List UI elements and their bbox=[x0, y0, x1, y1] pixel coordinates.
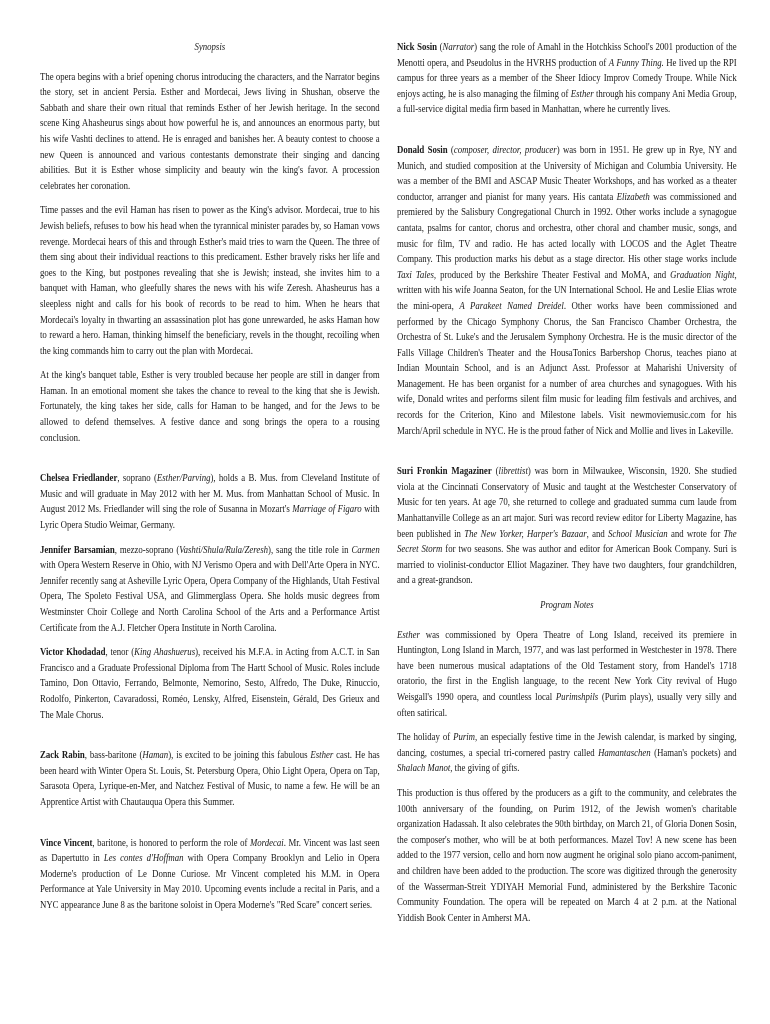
bio-nick-sosin: Nick Sosin (Narrator) sang the role of Amahl in the Hotchkiss School's 2001 production of the Menotti opera, and Pseudolus in the HVRHS production of A Funny Thing. He lived up the RPI campus for three years as a member of the Sheer Idiocy Improv Comedy Troupe. While Nick enjoys acting, he is also managing the filming of Esther through his company Ani Media Group, a full-service digital media firm based in Manhattan, where he currently lives. bbox=[397, 42, 737, 116]
bio-name: Chelsea Friedlander bbox=[40, 473, 118, 485]
synopsis-paragraph-2: Time passes and the evil Haman has risen to power as the King's advisor. Mordecai, true to his Jewish beliefs, refuses to bow his head when the tyrannical minister parades by, so Haman vows revenge. Mordecai hears of this and through Esther's maid tries to warn the Queen. The three of them sing about their individual reactions to this predicament. Esther bravely risks her life and goes to the King, but postpones revealing that she is Jewish; instead, she invites him to a banquet with Haman, who gleefully shares the news with his wife Zeresh. Ahasheurus has a sleepless night and calls for his book of records to be read to him. When he hears that Mordecai's loyalty in thwarting an assassination plot has gone unrewarded, he asks Haman how to reward a hero. Haman, thinking himself the beneficiary, revels in the thought, recoiling when the king commands him to carry out the plan with Mordecai. bbox=[40, 205, 380, 357]
program-notes-paragraph-1: Esther was commissioned by Opera Theatre of Long Island, received its premiere in Huntington, Long Island in March, 1977, and was last performed in Westchester in 1978. There have been numerous musical adaptations of the Old Testament story, from Handel's 1718 oratorio, the first in the English language, to the recent New York City revival of Hugo Weisgall's 1990 opera, and countless local Purimshpils (Purim plays), usually very silly and often satirical. bbox=[397, 629, 737, 719]
bio-name: Donald Sosin bbox=[397, 144, 448, 156]
bio-zack-rabin: Zack Rabin, bass-baritone (Haman), is excited to be joining this fabulous Esther cast. He has been heard with Winter Opera St. Louis, St. Petersburg Opera, Ohio Light Opera, Opera on Tap, Sarasota Opera, Lyrique-en-Mer, and Natchez Festival of Music, to name a few. He will be an Apprentice Artist with Chautauqua Opera this Summer. bbox=[40, 750, 380, 808]
program-notes-paragraph-3: This production is thus offered by the producers as a gift to the community, and celebrates the 100th anniversary of the founding, on Purim 1912, of the Jewish women's charitable organization Hadassah. It also celebrates the 90th birthday, on March 21, of Gloria Donen Sosin, the composer's mother, who will be at both performances. Mazel Tov! A new scene has been added to the 1977 version, cello and horn now augment he original solo piano accom-paniment, and children have been added to the production. The score was digitized through the generosity of the Wasserman-Streit YDIYAH Memorial Fund, administered by the Berkshire Taconic Community Foundation. The opera will be repeated on March 4 at 2 p.m. at the National Yiddish Book Center in Amherst MA. bbox=[397, 787, 737, 924]
program-notes-paragraph-2: The holiday of Purim, an especially festive time in the Jewish calendar, is marked by singing, dancing, costumes, a special tri-cornered pastry called Hamantaschen (Haman's pockets) and Shalach Manot, the giving of gifts. bbox=[397, 732, 737, 775]
synopsis-heading: Synopsis bbox=[194, 42, 226, 53]
synopsis-paragraph-1: The opera begins with a brief opening chorus introducing the characters, and the Narrator begins the story, set in ancient Persia. Esther and Mordecai, Jews living in Shushan, observe the Sabbath and share their own ritual that reminds Esther of her Jewish heritage. In the second scene King Ahasheurus sings about how powerful he is, and announces an enormous party, but his wife Vashti declines to attend. He is enraged and banishes her. A beauty contest to choose a new Queen is announced and various contestants demonstrate their singing and dancing abilities. But it is Esther whose simplicity and beauty win the king's favor. A procession celebrates her coronation. bbox=[40, 71, 380, 192]
bio-name: Jennifer Barsamian bbox=[40, 544, 115, 556]
synopsis-paragraph-3: At the king's banquet table, Esther is very troubled because her people are still in danger from Haman. In an emotional moment she takes the chance to reveal to the king that she is Jewish. Fortunately, the king takes her side, calls for Haman to be hanged, and for the Jews to be allowed to defend themselves. A festive dance and song brings the opera to a rousing conclusion. bbox=[40, 370, 380, 444]
bio-name: Zack Rabin bbox=[40, 750, 85, 762]
bio-name: Nick Sosin bbox=[397, 42, 438, 53]
right-column bbox=[397, 40, 737, 935]
bio-victor-khodadad: Victor Khodadad, tenor (King Ahashuerus), received his M.F.A. in Acting from A.C.T. in San Francisco and a Graduate Professional Diploma from The Hartt School of Music. Roles include Tamino, Don Ottavio, Ferrando, Belmonte, Nemorino, Sesto, Alfredo, The Duke, Rinuccio, Rodolfo, Pinkerton, Cavaradossi, Roméo, Lensky, Alfred, Eisenstein, Gérald, Des Grieux and The Male Chorus. bbox=[40, 647, 380, 721]
bio-chelsea-friedlander: Chelsea Friedlander, soprano (Esther/Parving), holds a B. Mus. from Cleveland Institute of Music and will graduate in May 2012 with her M. Mus. from Manhattan School of Music. In August 2012 Ms. Friedlander will sing the role of Susanna in Mozart's Marriage of Figaro with Lyric Opera Studio Weimar, Germany. bbox=[40, 473, 380, 532]
bio-jennifer-barsamian: Jennifer Barsamian, mezzo-soprano (Vashti/Shula/Rula/Zeresh), sang the title role in Carmen with Opera Western Reserve in Ohio, with NJ Verismo Opera and with Dell'Arte Opera in NYC. Jennifer recently sang at Asheville Lyric Opera, Opera Company of the Highlands, Utah Festival Opera, The Spoleto Festival USA, and Glimmerglass Opera. She holds music degrees from Westminster Choir College and North Carolina School of the Arts and a Performance Artist Certificate from the A.J. Fletcher Opera Institute in North Carolina. bbox=[40, 544, 380, 634]
bio-name: Vince Vincent bbox=[40, 837, 93, 849]
bio-name: Victor Khodadad bbox=[40, 647, 106, 659]
bio-suri-fronkin-magaziner: Suri Fronkin Magaziner (librettist) was born in Milwaukee, Wisconsin, 1920. She studied viola at the Cincinnati Conservatory of Music and taught at the Westchester Conservatory of Music for ten years. At age 70, she returned to college and graduated summa cum laude from Manhattanville College as an art major. Suri was record review editor for Liberty Magazine, has been published in The New Yorker, Harper's Bazaar, and School Musician and wrote for The Secret Storm for two seasons. She was author and editor for American Book Company. Suri is married to violinist-conductor Elliot Magaziner. They have two daughters, four grandchildren, and a great-grandson. bbox=[397, 466, 737, 587]
bio-vince-vincent: Vince Vincent, baritone, is honored to perform the role of Mordecai. Mr. Vincent was last seen as Dapertutto in Les contes d'Hoffman with Opera Company Brooklyn and Lelio in Opera Moderne's production of Le Donne Curiose. Mr Vincent completed his M.M. in Opera Performance at Yale University in May 2010. Upcoming events include a recital in Paris, and a NYC appearance June 8 as the baritone soloist in Opera Moderne's "Red Scare" concert series. bbox=[40, 837, 380, 911]
bio-name: Suri Fronkin Magaziner bbox=[397, 466, 492, 478]
left-column bbox=[40, 40, 380, 923]
bio-donald-sosin: Donald Sosin (composer, director, producer) was born in 1951. He grew up in Rye, NY and Munich, and studied composition at the University of Michigan and Columbia University. He was a member of the BMI and ASCAP Music Theater Workshops, and has worked as a theater conductor, arranger and pianist for many years. His cantata Elizabeth was commissioned and premiered by the Salisbury Congregational Church in 1992. Other works include a synagogue cantata, psalms for cantor, chorus and orchestra, other choral and chamber music, songs, and music for film, TV and radio. He has acted locally with LOCOS and the Aglet Theatre Company. This production marks his debut as a stage director. His other stage works include Taxi Tales, produced by the Berkshire Theater Festival and MoMA, and Graduation Night, written with his wife Joanna Seaton, for the UN International School. He and Leslie Elias wrote the mini-opera, A Parakeet Named Dreidel. Other works have been commissioned and performed by the Chicago Symphony Chorus, the San Francisco Chamber Orchestra, the Orchestra of St. Luke's and the Jerusalem Symphony Orchestra. He is the music director of the Falls Village Children's Theater and the HousaTonics Barbershop Chorus, teaches piano at Indian Mountain School, and is an Adjunct Asst. Professor at Maharishi University of Management. He has been organist for a number of area churches and synagogues. With his wife, Donald writes and performs silent film music for leading film festivals and archives, and records for the Criterion, Kino and Milestone labels. Visit newmoviemusic.com for his March/April schedule in NYC. He is the proud father of Nick and Mollie and lives in Lakeville. bbox=[397, 144, 737, 437]
program-notes-heading: Program Notes bbox=[540, 600, 594, 611]
